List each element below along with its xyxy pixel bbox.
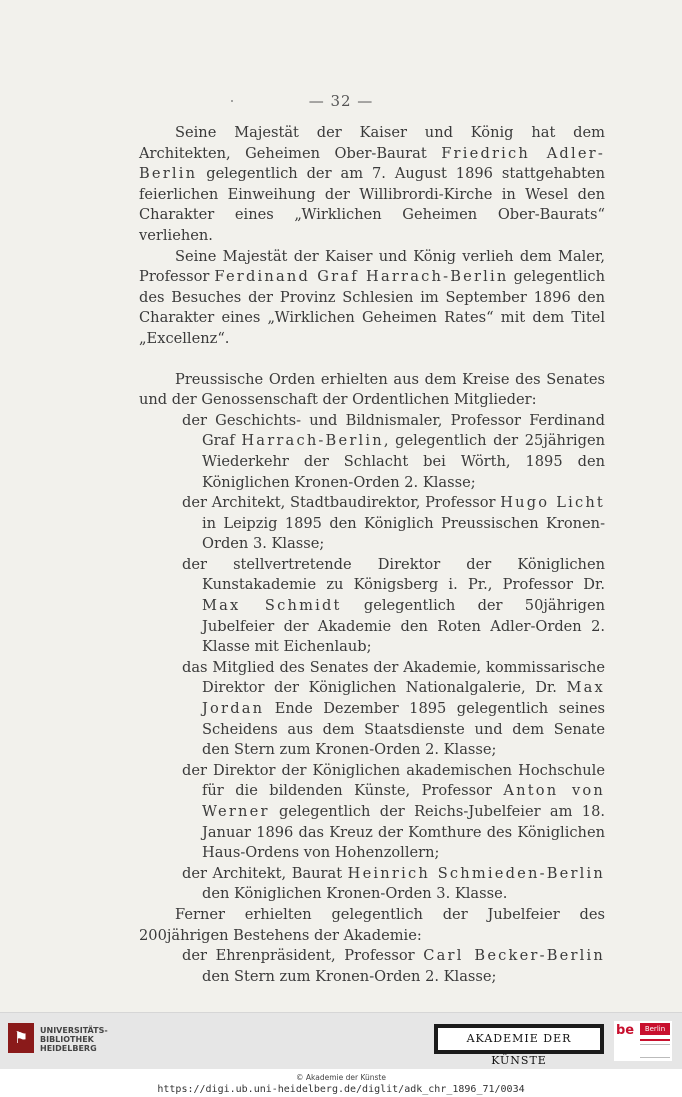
list-item: der Ehrenpräsident, Professor Carl Becker-Berlin den Stern zum Kronen-Orden 2. Klasse;: [182, 947, 605, 985]
list-item: das Mitglied des Senates der Akademie, kommissarische Direktor der Königlichen Nationalgalerie, Dr. Max Jordan Ende Dezember 1895 gelegentlich seines Scheidens aus dem Staatsdienste und dem Senate den Stern zum Kronen-Orden 2. Klasse;: [182, 658, 605, 759]
person-name: Friedrich Adler-Berlin: [139, 144, 605, 183]
body-text: [139, 123, 605, 987]
person-name: Heinrich Schmieden-Berlin: [347, 864, 605, 882]
person-name: Ferdinand Graf Harrach-Berlin: [214, 268, 509, 286]
permalink-url[interactable]: https://digi.ub.uni-heidelberg.de/diglit/adk_chr_1896_71/0034: [157, 1084, 525, 1095]
viewer-footer: [0, 1012, 682, 1097]
copyright-notice: © Akademie der Künste: [296, 1073, 386, 1082]
berlin-senate-logo[interactable]: be Berlin: [614, 1021, 672, 1061]
logo-bar: [0, 1012, 682, 1069]
person-name: Max Jordan: [202, 679, 605, 718]
paragraph-ferner: Ferner erhielten gelegentlich der Jubelfeier des 200jährigen Bestehens der Akademie:: [139, 905, 605, 944]
list-item: der Architekt, Baurat Heinrich Schmieden-Berlin den Königlichen Kronen-Orden 3. Klasse.: [182, 864, 605, 903]
person-name: Max Schmidt: [202, 597, 342, 615]
paragraph-kaiser-adler: Seine Majestät der Kaiser und König hat dem Architekten, Geheimen Ober-Baurat Friedrich Adler-Berlin gelegentlich der am 7. August 1896 stattgehabten feierlichen Einweihung der Willibrordi-Kirche in Wesel den Charakter eines „Wirklichen Geheimen Ober-Baurats“ verliehen.: [139, 124, 605, 244]
person-name: Harrach-Berlin: [241, 432, 384, 450]
akademie-der-kuenste-logo[interactable]: AKADEMIE DER KÜNSTE: [434, 1024, 604, 1054]
paragraph-kaiser-harrach: Seine Majestät der Kaiser und König verlieh dem Maler, Professor Ferdinand Graf Harrach-Berlin gelegentlich des Besuches der Provinz Schlesien im September 1896 den Charakter eines „Wirklichen Geheimen Rates“ mit dem Titel „Excellenz“.: [139, 247, 606, 347]
person-name: Anton von Werner: [202, 782, 606, 820]
university-library-logo-icon[interactable]: ⚑: [8, 1023, 34, 1053]
person-name: Carl Becker-Berlin: [423, 947, 605, 965]
university-library-name[interactable]: UNIVERSITÄTS- BIBLIOTHEK HEIDELBERG: [40, 1026, 108, 1053]
person-name: Hugo Licht: [500, 494, 605, 512]
list-item: der Architekt, Stadtbaudirektor, Professor Hugo Licht in Leipzig 1895 den Königlich Preussischen Kronen-Orden 3. Klasse;: [182, 494, 605, 553]
list-item: der Geschichts- und Bildnismaler, Professor Ferdinand Graf Harrach-Berlin, gelegentlich der 25jährigen Wiederkehr der Schlacht bei Wörth, 1895 den Königlichen Kronen-Orden 2. Klasse;: [182, 411, 605, 491]
list-item: der Direktor der Königlichen akademischen Hochschule für die bildenden Künste, Professor Anton von Werner gelegentlich der Reichs-Jubelfeier am 18. Januar 1896 das Kreuz der Komthure des Königlichen Haus-Ordens von Hohenzollern;: [182, 761, 606, 862]
paragraph-preussische-orden: Preussische Orden erhielten aus dem Kreise des Senates und der Genossenschaft der Ordentlichen Mitglieder:: [139, 370, 605, 409]
list-item: der stellvertretende Direktor der Königlichen Kunstakademie zu Königsberg i. Pr., Professor Dr. Max Schmidt gelegentlich der 50jährigen Jubelfeier der Akademie den Roten Adler-Orden 2. Klasse mit Eichenlaub;: [182, 555, 605, 656]
page-number: — 32 —: [308, 92, 374, 110]
